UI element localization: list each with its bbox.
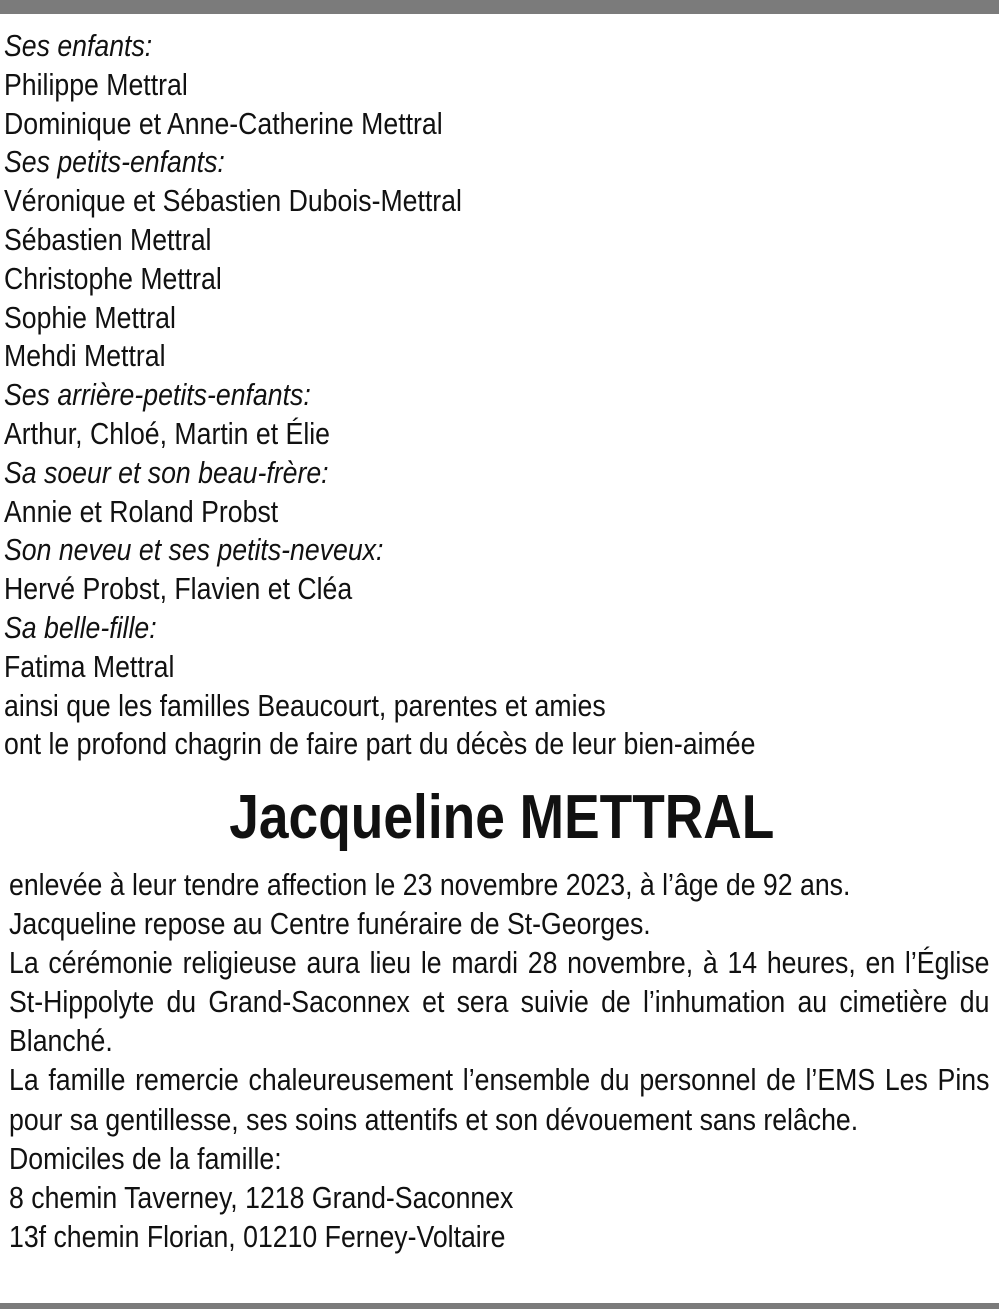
closing-line: ainsi que les familles Beaucourt, parentes et amies [4,687,606,723]
daughter-in-law-name: Fatima Mettral [4,648,175,684]
grandchildren-heading: Ses petits-enfants: [4,144,225,180]
top-rule [0,0,999,14]
address-line: 8 chemin Taverney, 1218 Grand-Saconnex [9,1179,514,1215]
great-grandchildren-names: Arthur, Chloé, Martin et Élie [4,415,330,451]
sister-names: Annie et Roland Probst [4,493,279,529]
great-grandchildren-heading: Ses arrière-petits-enfants: [4,377,311,413]
nephews-heading: Son neveu et ses petits-neveux: [4,532,384,568]
grandchild-name: Mehdi Mettral [4,338,166,374]
children-heading: Ses enfants: [4,28,153,63]
nephews-names: Hervé Probst, Flavien et Cléa [4,571,353,607]
thanks-paragraph: La famille remercie chaleureusement l’ensemble du personnel de l’EMS Les Pins pour sa gentillesse, ses soins attentifs et son dévouement sans relâche. [9,1062,990,1137]
grandchild-name: Christophe Mettral [4,260,222,296]
domiciles-label: Domiciles de la famille: [9,1140,282,1176]
daughter-in-law-heading: Sa belle-fille: [4,609,157,645]
grandchild-name: Sophie Mettral [4,299,176,335]
address-line: 13f chemin Florian, 01210 Ferney-Voltaire [9,1218,506,1254]
closing-line: ont le profond chagrin de faire part du décès de leur bien-aimée [4,726,756,762]
rest-location-line: Jacqueline repose au Centre funéraire de St-Georges. [9,906,651,942]
deceased-name: Jacqueline METTRAL [229,783,775,852]
child-name: Philippe Mettral [4,66,188,102]
bottom-rule [0,1303,999,1309]
ceremony-paragraph: La cérémonie religieuse aura lieu le mardi 28 novembre, à 14 heures, en l’Église St-Hippolyte du Grand-Saconnex et sera suivie de l’inhumation au cimetière du Blanché. [9,945,990,1059]
family-list [4,27,847,764]
grandchild-name: Véronique et Sébastien Dubois-Mettral [4,183,462,219]
grandchild-name: Sébastien Mettral [4,221,212,257]
child-name: Dominique et Anne-Catherine Mettral [4,105,443,141]
passing-date-line: enlevée à leur tendre affection le 23 novembre 2023, à l’âge de 92 ans. [9,867,851,902]
sister-heading: Sa soeur et son beau-frère: [4,454,329,490]
announcement-text [9,865,989,1256]
